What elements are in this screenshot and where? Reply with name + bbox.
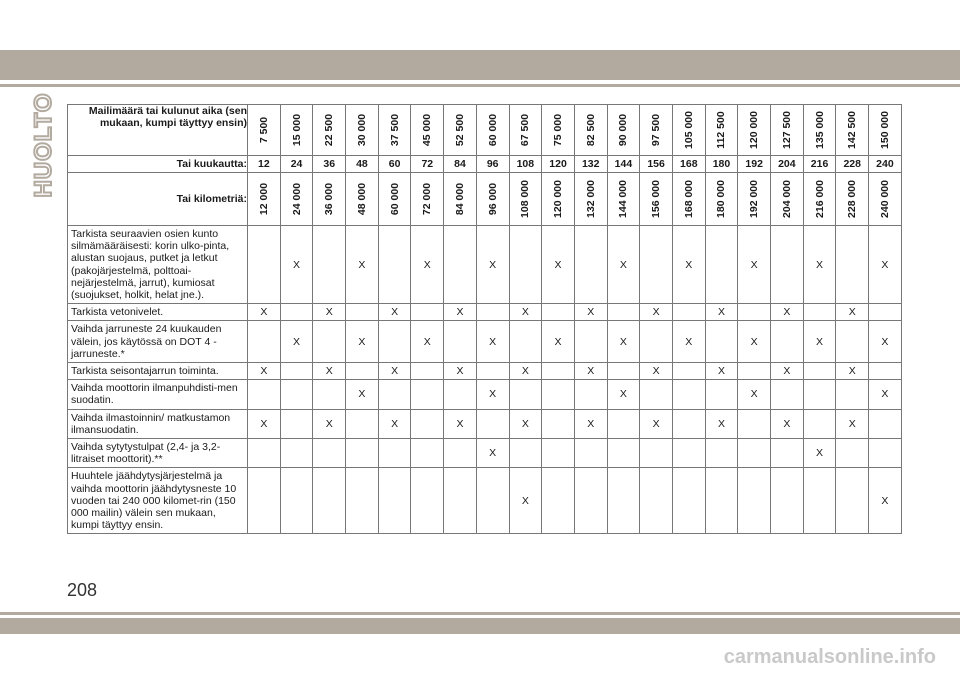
km-header-cell	[574, 173, 607, 226]
schedule-mark: X	[574, 304, 607, 321]
schedule-mark	[411, 363, 444, 380]
schedule-mark: X	[640, 363, 673, 380]
schedule-mark	[313, 439, 346, 468]
schedule-mark: X	[705, 409, 738, 438]
schedule-mark: X	[346, 321, 379, 363]
miles-value: 45 000	[421, 113, 434, 147]
schedule-mark	[836, 321, 869, 363]
months-header-row	[68, 156, 902, 173]
schedule-mark	[444, 380, 477, 409]
schedule-mark	[803, 409, 836, 438]
schedule-mark: X	[705, 363, 738, 380]
schedule-mark	[248, 468, 281, 534]
schedule-mark: X	[869, 226, 902, 304]
schedule-mark	[248, 321, 281, 363]
km-value: 60 000	[388, 182, 401, 216]
months-header-cell: 48	[346, 156, 379, 173]
watermark: carmanualsonline.info	[723, 646, 936, 668]
km-value: 228 000	[846, 180, 859, 218]
schedule-mark	[771, 468, 804, 534]
schedule-mark	[542, 363, 575, 380]
km-value: 180 000	[715, 180, 728, 218]
schedule-mark	[411, 304, 444, 321]
months-header-cell: 108	[509, 156, 542, 173]
schedule-mark	[476, 409, 509, 438]
km-header-cell	[444, 173, 477, 226]
miles-header-cell	[476, 105, 509, 156]
header-band	[0, 50, 960, 80]
schedule-mark	[378, 226, 411, 304]
schedule-mark: X	[509, 409, 542, 438]
km-value: 144 000	[617, 180, 630, 218]
schedule-mark	[444, 439, 477, 468]
km-value: 72 000	[421, 182, 434, 216]
schedule-mark: X	[280, 321, 313, 363]
schedule-mark: X	[771, 363, 804, 380]
miles-header-cell	[280, 105, 313, 156]
schedule-mark	[705, 321, 738, 363]
schedule-mark: X	[803, 439, 836, 468]
km-header-cell	[705, 173, 738, 226]
months-header-cell: 12	[248, 156, 281, 173]
schedule-mark	[280, 363, 313, 380]
schedule-mark	[771, 380, 804, 409]
km-header-cell	[378, 173, 411, 226]
miles-value: 142 500	[846, 111, 859, 149]
miles-header-cell	[869, 105, 902, 156]
km-header-cell	[836, 173, 869, 226]
schedule-mark: X	[640, 304, 673, 321]
schedule-mark	[672, 363, 705, 380]
months-header-cell: 144	[607, 156, 640, 173]
km-value: 192 000	[748, 180, 761, 218]
km-value: 96 000	[486, 182, 499, 216]
miles-header-cell	[705, 105, 738, 156]
miles-header-cell	[607, 105, 640, 156]
schedule-mark: X	[509, 304, 542, 321]
schedule-mark	[411, 409, 444, 438]
task-description: Tarkista vetonivelet.	[68, 304, 248, 321]
schedule-mark	[640, 380, 673, 409]
schedule-mark	[313, 380, 346, 409]
schedule-mark: X	[444, 409, 477, 438]
task-description: Tarkista seisontajarrun toiminta.	[68, 363, 248, 380]
table-row	[68, 439, 902, 468]
km-header-cell	[280, 173, 313, 226]
page-number: 208	[67, 580, 98, 600]
schedule-mark	[280, 409, 313, 438]
schedule-mark	[411, 468, 444, 534]
schedule-mark: X	[346, 226, 379, 304]
table-row	[68, 380, 902, 409]
km-header-cell	[738, 173, 771, 226]
schedule-mark	[574, 380, 607, 409]
schedule-mark	[574, 468, 607, 534]
schedule-mark	[444, 468, 477, 534]
interval-label: Mailimäärä tai kulunut aika (sen mukaan, kumpi täyttyy ensin)	[68, 105, 248, 156]
schedule-mark: X	[672, 226, 705, 304]
schedule-mark	[378, 380, 411, 409]
miles-header-cell	[771, 105, 804, 156]
schedule-mark	[836, 468, 869, 534]
schedule-mark	[803, 304, 836, 321]
schedule-mark	[640, 468, 673, 534]
schedule-mark	[378, 468, 411, 534]
schedule-mark	[705, 468, 738, 534]
miles-value: 105 000	[682, 111, 695, 149]
schedule-mark	[542, 468, 575, 534]
table-row	[68, 363, 902, 380]
months-header-cell: 216	[803, 156, 836, 173]
section-title-text: HUOLTO	[30, 92, 57, 198]
schedule-mark: X	[574, 409, 607, 438]
months-header-cell: 72	[411, 156, 444, 173]
schedule-mark	[869, 363, 902, 380]
miles-value: 37 500	[388, 113, 401, 147]
schedule-mark	[313, 468, 346, 534]
schedule-mark	[869, 409, 902, 438]
miles-header-cell	[411, 105, 444, 156]
km-value: 156 000	[650, 180, 663, 218]
schedule-mark	[836, 380, 869, 409]
schedule-mark: X	[476, 439, 509, 468]
miles-header-cell	[313, 105, 346, 156]
km-header-cell	[803, 173, 836, 226]
task-description: Huuhtele jäähdytysjärjestelmä ja vaihda moottorin jäähdytysneste 10 vuoden tai 240 000 kilomet-rin (150 000 mailin) välein sen mukaan, kumpi täyttyy ensin.	[68, 468, 248, 534]
miles-value: 7 500	[257, 116, 270, 144]
task-description: Vaihda ilmastoinnin/ matkustamon ilmansuodatin.	[68, 409, 248, 438]
miles-value: 90 000	[617, 113, 630, 147]
schedule-mark	[509, 226, 542, 304]
schedule-mark: X	[705, 304, 738, 321]
schedule-mark	[607, 409, 640, 438]
schedule-mark: X	[738, 380, 771, 409]
schedule-mark	[280, 380, 313, 409]
schedule-mark	[607, 468, 640, 534]
miles-value: 127 500	[780, 111, 793, 149]
months-header-cell: 36	[313, 156, 346, 173]
schedule-mark: X	[444, 363, 477, 380]
km-value: 36 000	[323, 182, 336, 216]
miles-value: 75 000	[552, 113, 565, 147]
schedule-mark	[803, 468, 836, 534]
schedule-mark	[509, 321, 542, 363]
schedule-mark	[672, 468, 705, 534]
schedule-mark	[869, 304, 902, 321]
miles-header-cell	[542, 105, 575, 156]
schedule-mark	[411, 439, 444, 468]
km-value: 204 000	[780, 180, 793, 218]
task-description: Vaihda jarruneste 24 kuukauden välein, jos käytössä on DOT 4 -jarruneste.*	[68, 321, 248, 363]
footer-band	[0, 618, 960, 634]
table-row	[68, 409, 902, 438]
schedule-mark: X	[280, 226, 313, 304]
schedule-mark: X	[444, 304, 477, 321]
schedule-mark	[476, 304, 509, 321]
schedule-mark	[346, 409, 379, 438]
schedule-mark: X	[836, 409, 869, 438]
km-value: 108 000	[519, 180, 532, 218]
schedule-mark	[411, 380, 444, 409]
schedule-mark	[574, 321, 607, 363]
schedule-mark	[378, 439, 411, 468]
schedule-mark	[542, 380, 575, 409]
miles-header-cell	[346, 105, 379, 156]
months-header-cell: 120	[542, 156, 575, 173]
schedule-mark: X	[476, 226, 509, 304]
schedule-mark	[542, 439, 575, 468]
schedule-mark: X	[476, 380, 509, 409]
schedule-mark	[346, 439, 379, 468]
schedule-mark: X	[607, 226, 640, 304]
km-label: Tai kilometriä:	[68, 173, 248, 226]
miles-value: 67 500	[519, 113, 532, 147]
schedule-mark	[607, 304, 640, 321]
schedule-mark: X	[869, 380, 902, 409]
schedule-mark: X	[248, 304, 281, 321]
schedule-mark: X	[378, 363, 411, 380]
miles-header-cell	[738, 105, 771, 156]
schedule-mark	[542, 409, 575, 438]
km-value: 120 000	[552, 180, 565, 218]
schedule-mark	[672, 380, 705, 409]
schedule-mark: X	[607, 321, 640, 363]
schedule-mark: X	[803, 321, 836, 363]
schedule-mark	[803, 380, 836, 409]
schedule-mark: X	[542, 321, 575, 363]
miles-header-cell	[509, 105, 542, 156]
table-row	[68, 226, 902, 304]
miles-value: 120 000	[748, 111, 761, 149]
miles-header-cell	[672, 105, 705, 156]
schedule-mark: X	[640, 409, 673, 438]
schedule-mark: X	[509, 363, 542, 380]
schedule-mark	[738, 468, 771, 534]
miles-header-cell	[803, 105, 836, 156]
schedule-mark: X	[738, 226, 771, 304]
km-value: 84 000	[453, 182, 466, 216]
months-header-cell: 240	[869, 156, 902, 173]
schedule-mark	[705, 439, 738, 468]
miles-header-cell	[836, 105, 869, 156]
schedule-mark	[672, 304, 705, 321]
task-description: Vaihda moottorin ilmanpuhdisti-men suodatin.	[68, 380, 248, 409]
months-header-cell: 168	[672, 156, 705, 173]
schedule-mark: X	[607, 380, 640, 409]
km-header-cell	[640, 173, 673, 226]
schedule-mark	[248, 439, 281, 468]
miles-value: 52 500	[453, 113, 466, 147]
km-header-cell	[476, 173, 509, 226]
schedule-mark	[313, 321, 346, 363]
schedule-mark	[476, 468, 509, 534]
schedule-mark	[771, 321, 804, 363]
schedule-mark	[280, 468, 313, 534]
schedule-mark	[803, 363, 836, 380]
schedule-mark	[346, 468, 379, 534]
schedule-mark	[509, 439, 542, 468]
schedule-mark: X	[509, 468, 542, 534]
miles-value: 15 000	[290, 113, 303, 147]
schedule-mark	[444, 321, 477, 363]
schedule-mark	[574, 439, 607, 468]
months-header-cell: 60	[378, 156, 411, 173]
schedule-mark: X	[378, 304, 411, 321]
schedule-mark: X	[313, 363, 346, 380]
months-header-cell: 24	[280, 156, 313, 173]
schedule-mark	[607, 439, 640, 468]
schedule-mark	[738, 409, 771, 438]
schedule-mark	[542, 304, 575, 321]
schedule-mark: X	[803, 226, 836, 304]
km-header-cell	[411, 173, 444, 226]
months-header-cell: 96	[476, 156, 509, 173]
km-header-cell	[542, 173, 575, 226]
schedule-mark	[672, 439, 705, 468]
schedule-mark	[640, 226, 673, 304]
schedule-mark: X	[771, 304, 804, 321]
schedule-mark: X	[346, 380, 379, 409]
schedule-mark	[869, 439, 902, 468]
table-row	[68, 321, 902, 363]
schedule-mark	[771, 226, 804, 304]
schedule-mark	[607, 363, 640, 380]
schedule-mark: X	[869, 468, 902, 534]
schedule-mark	[738, 363, 771, 380]
schedule-mark: X	[836, 363, 869, 380]
km-value: 168 000	[682, 180, 695, 218]
schedule-mark	[346, 363, 379, 380]
km-header-cell	[248, 173, 281, 226]
schedule-mark: X	[836, 304, 869, 321]
header-rule	[0, 84, 960, 87]
schedule-mark	[574, 226, 607, 304]
schedule-mark	[476, 363, 509, 380]
schedule-mark: X	[313, 304, 346, 321]
months-header-cell: 156	[640, 156, 673, 173]
miles-value: 22 500	[323, 113, 336, 147]
miles-header-row	[68, 105, 902, 156]
schedule-mark	[738, 439, 771, 468]
schedule-mark: X	[738, 321, 771, 363]
task-description: Vaihda sytytystulpat (2,4- ja 3,2-litraiset moottorit).**	[68, 439, 248, 468]
schedule-mark: X	[378, 409, 411, 438]
km-header-cell	[771, 173, 804, 226]
maintenance-schedule-table	[67, 104, 902, 534]
km-header-cell	[346, 173, 379, 226]
schedule-mark	[705, 380, 738, 409]
km-value: 48 000	[355, 182, 368, 216]
km-header-cell	[672, 173, 705, 226]
table-row	[68, 468, 902, 534]
schedule-mark	[313, 226, 346, 304]
miles-header-cell	[248, 105, 281, 156]
schedule-mark: X	[313, 409, 346, 438]
km-header-cell	[509, 173, 542, 226]
km-header-row	[68, 173, 902, 226]
km-value: 240 000	[878, 180, 891, 218]
schedule-mark	[346, 304, 379, 321]
schedule-mark	[378, 321, 411, 363]
table-row	[68, 304, 902, 321]
miles-value: 97 500	[650, 113, 663, 147]
months-header-cell: 204	[771, 156, 804, 173]
schedule-mark: X	[476, 321, 509, 363]
schedule-mark: X	[248, 363, 281, 380]
months-label: Tai kuukautta:	[68, 156, 248, 173]
miles-header-cell	[640, 105, 673, 156]
section-title	[30, 92, 58, 198]
schedule-mark: X	[574, 363, 607, 380]
km-value: 216 000	[813, 180, 826, 218]
schedule-mark	[280, 439, 313, 468]
schedule-mark	[280, 304, 313, 321]
schedule-mark: X	[771, 409, 804, 438]
miles-header-cell	[444, 105, 477, 156]
schedule-mark	[640, 321, 673, 363]
months-header-cell: 132	[574, 156, 607, 173]
months-header-cell: 84	[444, 156, 477, 173]
schedule-mark: X	[672, 321, 705, 363]
km-value: 12 000	[257, 182, 270, 216]
schedule-mark: X	[542, 226, 575, 304]
task-description: Tarkista seuraavien osien kunto silmämääräisesti: korin ulko-pinta, alustan suojaus, putket ja letkut (pakojärjestelmä, polttoai-nejärjestelmä, jarrut), kumiosat (suojukset, holkit, helat jne.).	[68, 226, 248, 304]
schedule-mark	[248, 380, 281, 409]
miles-value: 60 000	[486, 113, 499, 147]
schedule-mark	[672, 409, 705, 438]
schedule-mark	[738, 304, 771, 321]
schedule-mark	[509, 380, 542, 409]
miles-value: 82 500	[584, 113, 597, 147]
schedule-mark: X	[248, 409, 281, 438]
footer-rule	[0, 612, 960, 615]
schedule-mark	[248, 226, 281, 304]
months-header-cell: 228	[836, 156, 869, 173]
schedule-mark	[640, 439, 673, 468]
schedule-mark: X	[411, 226, 444, 304]
miles-value: 112 500	[715, 111, 728, 149]
miles-value: 150 000	[878, 111, 891, 149]
months-header-cell: 192	[738, 156, 771, 173]
schedule-mark	[836, 226, 869, 304]
schedule-mark: X	[411, 321, 444, 363]
schedule-mark	[771, 439, 804, 468]
schedule-mark	[836, 439, 869, 468]
schedule-mark: X	[869, 321, 902, 363]
miles-header-cell	[574, 105, 607, 156]
km-value: 132 000	[584, 180, 597, 218]
miles-header-cell	[378, 105, 411, 156]
page-top-margin	[0, 0, 960, 50]
km-header-cell	[869, 173, 902, 226]
km-header-cell	[313, 173, 346, 226]
schedule-mark	[705, 226, 738, 304]
schedule-mark	[444, 226, 477, 304]
months-header-cell: 180	[705, 156, 738, 173]
miles-value: 30 000	[355, 113, 368, 147]
km-value: 24 000	[290, 182, 303, 216]
km-header-cell	[607, 173, 640, 226]
miles-value: 135 000	[813, 111, 826, 149]
